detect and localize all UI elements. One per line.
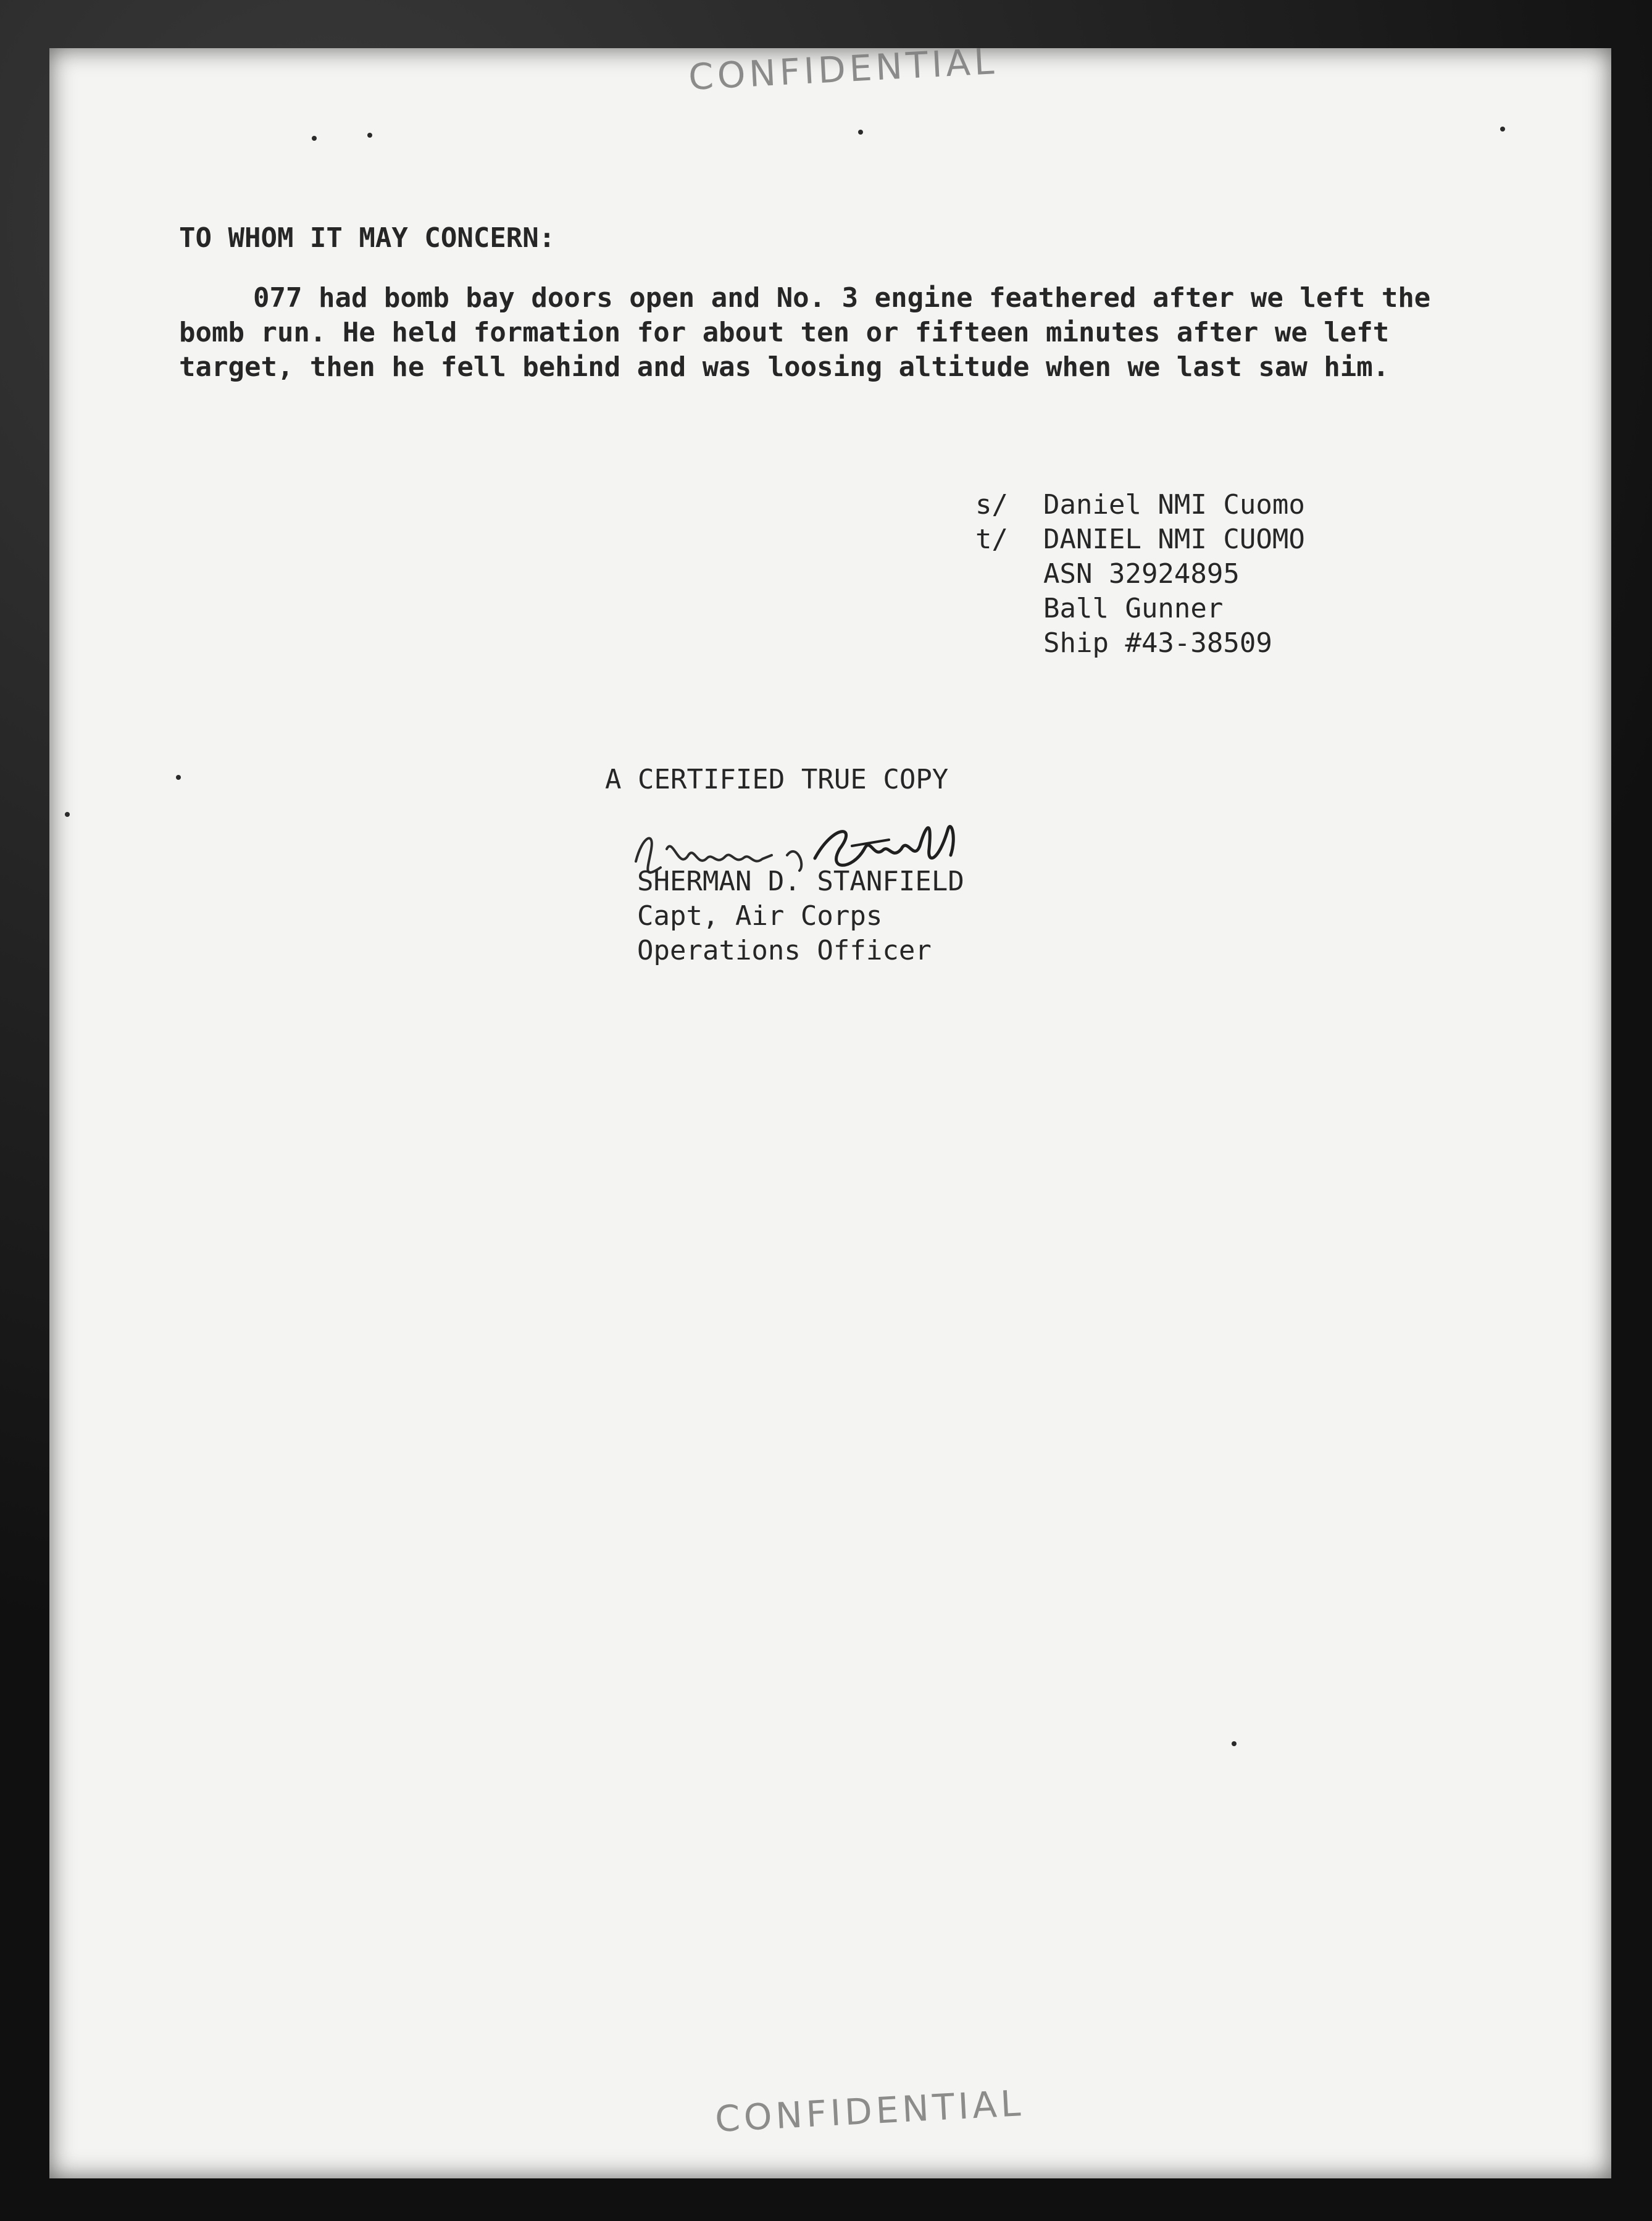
scan-speck [858, 130, 863, 135]
officer-position: Operations Officer [637, 935, 932, 966]
signed-row [975, 488, 1305, 522]
body-line-3: target, then he fell behind and was loosing altitude when we last saw him. [179, 351, 1390, 383]
scan-speck [367, 133, 372, 138]
officer-name: SHERMAN D. STANFIELD [637, 866, 964, 897]
confidential-stamp-top: CONFIDENTIAL [687, 40, 999, 99]
certifying-officer-block [637, 864, 964, 968]
role: Ball Gunner [1043, 593, 1224, 624]
confidential-stamp-bottom: CONFIDENTIAL [714, 2081, 1025, 2141]
role-row [975, 592, 1305, 626]
officer-rank: Capt, Air Corps [637, 900, 883, 932]
ship-row [975, 626, 1305, 661]
body-line-1: 077 had bomb bay doors open and No. 3 engine feathered after we left the [253, 282, 1431, 314]
scan-speck [1232, 1741, 1237, 1746]
signatory-block [975, 488, 1305, 661]
typed-prefix: t/ [975, 524, 1008, 555]
asn-row [975, 557, 1305, 592]
scan-speck [1500, 127, 1505, 132]
ship-number: Ship #43-38509 [1043, 627, 1272, 659]
scan-speck [176, 775, 181, 780]
body-line-2: bomb run. He held formation for about ten or fifteen minutes after we left [179, 317, 1390, 348]
typed-name: DANIEL NMI CUOMO [1043, 524, 1305, 555]
typed-row [975, 522, 1305, 557]
asn: ASN 32924895 [1043, 558, 1240, 590]
signed-prefix: s/ [975, 489, 1008, 521]
body-paragraph [179, 281, 1430, 385]
certified-copy-title: A CERTIFIED TRUE COPY [605, 764, 949, 795]
scan-speck [312, 136, 317, 141]
salutation: TO WHOM IT MAY CONCERN: [179, 222, 556, 254]
signed-name: Daniel NMI Cuomo [1043, 489, 1305, 521]
scan-speck [65, 812, 70, 817]
